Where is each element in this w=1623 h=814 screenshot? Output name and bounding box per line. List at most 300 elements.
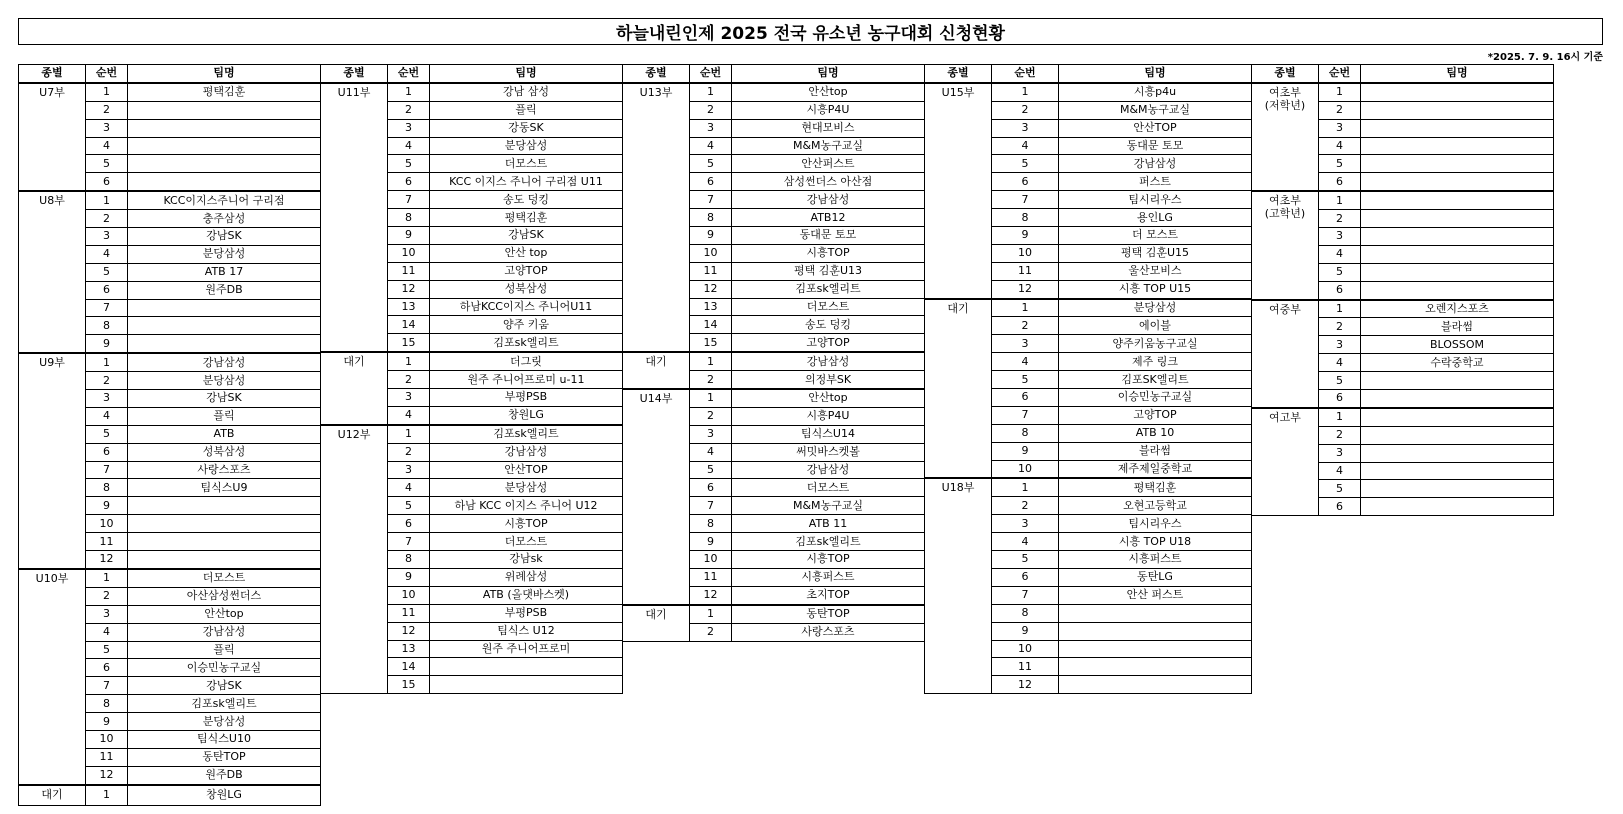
order-cell: 3 bbox=[86, 228, 128, 246]
team-cell bbox=[128, 317, 321, 335]
team-cell bbox=[1361, 462, 1554, 480]
order-cell: 4 bbox=[86, 623, 128, 641]
order-cell: 4 bbox=[388, 479, 430, 497]
team-cell: 김포sk엘리트 bbox=[430, 334, 623, 352]
team-cell: 시흥 TOP U18 bbox=[1059, 533, 1252, 551]
team-cell bbox=[1361, 101, 1554, 119]
team-cell: 강동SK bbox=[430, 119, 623, 137]
team-cell: BLOSSOM bbox=[1361, 336, 1554, 354]
team-cell: 동대문 토모 bbox=[732, 227, 925, 245]
order-cell: 1 bbox=[86, 83, 128, 101]
order-cell: 8 bbox=[86, 317, 128, 335]
order-cell: 12 bbox=[690, 280, 732, 298]
order-cell: 1 bbox=[992, 299, 1059, 317]
team-cell: M&M농구교실 bbox=[1059, 101, 1252, 119]
table-row bbox=[623, 389, 925, 407]
division-cell: U10부 bbox=[19, 569, 86, 785]
order-cell: 12 bbox=[992, 676, 1059, 694]
team-cell bbox=[430, 676, 623, 694]
order-cell: 4 bbox=[690, 443, 732, 461]
table-row bbox=[623, 352, 925, 370]
team-cell bbox=[1059, 640, 1252, 658]
team-cell: 강남삼성 bbox=[732, 191, 925, 209]
table-column-4 bbox=[924, 64, 1252, 694]
team-cell bbox=[1361, 372, 1554, 390]
team-cell: 강남SK bbox=[128, 228, 321, 246]
order-cell: 9 bbox=[86, 713, 128, 731]
order-cell: 3 bbox=[86, 605, 128, 623]
order-cell: 7 bbox=[690, 497, 732, 515]
order-cell: 15 bbox=[690, 334, 732, 352]
order-cell: 2 bbox=[86, 587, 128, 605]
order-cell: 7 bbox=[690, 191, 732, 209]
team-cell bbox=[1361, 444, 1554, 462]
order-cell: 4 bbox=[1319, 245, 1361, 263]
order-cell: 8 bbox=[86, 695, 128, 713]
division-cell: U12부 bbox=[321, 425, 388, 694]
team-cell: ATB 11 bbox=[732, 515, 925, 533]
order-cell: 8 bbox=[690, 209, 732, 227]
order-cell: 9 bbox=[86, 497, 128, 515]
team-cell: KCC 이지스 주니어 구리점 U11 bbox=[430, 173, 623, 191]
order-cell: 7 bbox=[388, 533, 430, 551]
team-cell: 팀식스U9 bbox=[128, 479, 321, 497]
team-cell: 사랑스포츠 bbox=[732, 623, 925, 641]
order-cell: 2 bbox=[690, 371, 732, 389]
order-cell: 2 bbox=[388, 101, 430, 119]
order-cell: 9 bbox=[690, 533, 732, 551]
team-cell: 안산top bbox=[732, 83, 925, 101]
team-cell: 안산 top bbox=[430, 244, 623, 262]
order-cell: 5 bbox=[1319, 480, 1361, 498]
order-cell: 9 bbox=[690, 227, 732, 245]
order-cell: 2 bbox=[1319, 101, 1361, 119]
team-header: 팀명 bbox=[732, 65, 925, 83]
team-cell: 동탄LG bbox=[1059, 568, 1252, 586]
team-cell: 강남삼성 bbox=[128, 623, 321, 641]
team-cell: 평택김훈 bbox=[128, 83, 321, 101]
order-cell: 8 bbox=[388, 209, 430, 227]
division-cell: U14부 bbox=[623, 389, 690, 605]
order-cell: 2 bbox=[690, 101, 732, 119]
order-cell: 3 bbox=[1319, 119, 1361, 137]
team-cell: 성북삼성 bbox=[128, 443, 321, 461]
order-cell: 13 bbox=[388, 298, 430, 316]
team-cell: 안산퍼스트 bbox=[732, 155, 925, 173]
team-cell: 분당삼성 bbox=[128, 713, 321, 731]
division-cell: 여중부 bbox=[1252, 300, 1319, 408]
order-cell: 1 bbox=[86, 569, 128, 587]
team-cell: ATB12 bbox=[732, 209, 925, 227]
table-header-row bbox=[623, 65, 925, 83]
team-cell: 양주키움농구교실 bbox=[1059, 335, 1252, 353]
order-cell: 4 bbox=[86, 245, 128, 263]
team-cell: 강남SK bbox=[430, 227, 623, 245]
team-cell: 분당삼성 bbox=[128, 372, 321, 390]
order-cell: 3 bbox=[690, 425, 732, 443]
order-cell: 9 bbox=[388, 568, 430, 586]
order-cell: 1 bbox=[86, 353, 128, 371]
order-cell: 3 bbox=[388, 461, 430, 479]
division-cell: U18부 bbox=[925, 478, 992, 693]
team-cell: 시흥TOP bbox=[732, 551, 925, 569]
team-cell: 안산top bbox=[732, 389, 925, 407]
order-cell: 7 bbox=[992, 406, 1059, 424]
team-cell bbox=[1361, 173, 1554, 191]
team-cell: 퍼스트 bbox=[1059, 173, 1252, 191]
order-cell: 2 bbox=[1319, 210, 1361, 228]
team-cell: 강남sk bbox=[430, 551, 623, 569]
order-cell: 2 bbox=[992, 317, 1059, 335]
team-cell bbox=[1361, 498, 1554, 516]
order-cell: 5 bbox=[1319, 372, 1361, 390]
team-cell: 블라썸 bbox=[1361, 318, 1554, 336]
team-cell: M&M농구교실 bbox=[732, 497, 925, 515]
order-cell: 1 bbox=[388, 83, 430, 101]
division-cell: U11부 bbox=[321, 83, 388, 352]
order-cell: 10 bbox=[388, 244, 430, 262]
registration-table bbox=[1251, 64, 1554, 516]
table-row bbox=[19, 785, 321, 805]
team-cell: 의정부SK bbox=[732, 371, 925, 389]
order-header: 순번 bbox=[992, 65, 1059, 83]
team-cell bbox=[128, 515, 321, 533]
team-cell bbox=[128, 173, 321, 191]
team-cell: 분당삼성 bbox=[430, 137, 623, 155]
order-cell: 6 bbox=[1319, 173, 1361, 191]
team-cell: ATB bbox=[128, 425, 321, 443]
order-cell: 2 bbox=[1319, 318, 1361, 336]
order-cell: 5 bbox=[992, 371, 1059, 389]
order-cell: 11 bbox=[992, 658, 1059, 676]
team-cell: 시흥p4u bbox=[1059, 83, 1252, 101]
team-cell: 분당삼성 bbox=[1059, 299, 1252, 317]
order-cell: 15 bbox=[388, 676, 430, 694]
division-header: 종별 bbox=[1252, 65, 1319, 83]
team-cell: ATB 17 bbox=[128, 263, 321, 281]
team-cell bbox=[1059, 676, 1252, 694]
order-cell: 14 bbox=[388, 316, 430, 334]
date-note: *2025. 7. 9. 16시 기준 bbox=[1487, 52, 1603, 63]
team-cell: 김포sk엘리트 bbox=[430, 425, 623, 443]
team-cell: 분당삼성 bbox=[128, 245, 321, 263]
division-cell: U9부 bbox=[19, 353, 86, 569]
order-cell: 13 bbox=[690, 298, 732, 316]
division-cell: 대기 bbox=[623, 352, 690, 389]
team-cell: 팀시리우스 bbox=[1059, 191, 1252, 209]
team-cell: 강남삼성 bbox=[1059, 155, 1252, 173]
team-cell bbox=[128, 533, 321, 551]
team-cell: 고양TOP bbox=[1059, 406, 1252, 424]
table-row bbox=[623, 605, 925, 623]
order-cell: 12 bbox=[992, 280, 1059, 298]
team-cell: 강남삼성 bbox=[430, 443, 623, 461]
order-cell: 2 bbox=[86, 372, 128, 390]
order-cell: 5 bbox=[86, 641, 128, 659]
order-cell: 7 bbox=[388, 191, 430, 209]
team-cell: 강남삼성 bbox=[732, 461, 925, 479]
order-cell: 10 bbox=[992, 640, 1059, 658]
order-cell: 1 bbox=[1319, 191, 1361, 209]
order-cell: 5 bbox=[690, 461, 732, 479]
order-cell: 1 bbox=[690, 605, 732, 623]
team-cell: 원주DB bbox=[128, 281, 321, 299]
team-cell: 충주삼성 bbox=[128, 210, 321, 228]
table-row bbox=[321, 352, 623, 370]
order-cell: 11 bbox=[690, 262, 732, 280]
table-column-2 bbox=[320, 64, 623, 694]
order-cell: 6 bbox=[86, 281, 128, 299]
order-cell: 13 bbox=[388, 640, 430, 658]
order-cell: 2 bbox=[690, 407, 732, 425]
team-cell: 더모스트 bbox=[430, 533, 623, 551]
order-cell: 8 bbox=[86, 479, 128, 497]
team-cell: 시흥퍼스트 bbox=[732, 568, 925, 586]
order-cell: 12 bbox=[388, 622, 430, 640]
team-cell bbox=[128, 155, 321, 173]
order-cell: 4 bbox=[992, 353, 1059, 371]
table-row bbox=[321, 83, 623, 101]
order-cell: 11 bbox=[86, 533, 128, 551]
order-cell: 3 bbox=[1319, 444, 1361, 462]
order-cell: 3 bbox=[992, 515, 1059, 533]
team-cell: 시흥P4U bbox=[732, 101, 925, 119]
team-cell bbox=[1059, 622, 1252, 640]
table-header-row bbox=[321, 65, 623, 83]
team-cell bbox=[1361, 191, 1554, 209]
order-cell: 1 bbox=[388, 352, 430, 370]
team-cell: 삼성썬더스 아산점 bbox=[732, 173, 925, 191]
registration-table bbox=[320, 64, 623, 694]
team-cell: 양주 키움 bbox=[430, 316, 623, 334]
order-cell: 4 bbox=[388, 137, 430, 155]
division-cell: U7부 bbox=[19, 83, 86, 191]
order-cell: 3 bbox=[992, 119, 1059, 137]
team-cell: 용인LG bbox=[1059, 209, 1252, 227]
order-cell: 6 bbox=[86, 659, 128, 677]
team-cell: 이승민농구교실 bbox=[1059, 389, 1252, 407]
team-cell: 플릭 bbox=[128, 641, 321, 659]
team-cell: 위례삼성 bbox=[430, 568, 623, 586]
registration-table bbox=[622, 64, 925, 642]
team-cell: 아산삼성썬더스 bbox=[128, 587, 321, 605]
order-cell: 14 bbox=[388, 658, 430, 676]
order-cell: 14 bbox=[690, 316, 732, 334]
team-cell: 김포sk엘리트 bbox=[732, 533, 925, 551]
team-cell: 더그릿 bbox=[430, 352, 623, 370]
team-cell bbox=[1059, 604, 1252, 622]
order-cell: 3 bbox=[86, 390, 128, 408]
team-cell bbox=[1059, 658, 1252, 676]
order-cell: 11 bbox=[690, 568, 732, 586]
table-row bbox=[925, 478, 1252, 496]
division-cell: U8부 bbox=[19, 191, 86, 353]
order-cell: 3 bbox=[1319, 228, 1361, 246]
registration-table bbox=[924, 64, 1252, 694]
order-cell: 8 bbox=[690, 515, 732, 533]
order-cell: 3 bbox=[992, 335, 1059, 353]
table-row bbox=[19, 569, 321, 587]
team-cell: 부평PSB bbox=[430, 604, 623, 622]
team-cell: 안산TOP bbox=[1059, 119, 1252, 137]
table-row bbox=[321, 425, 623, 443]
table-header-row bbox=[1252, 65, 1554, 83]
team-header: 팀명 bbox=[1361, 65, 1554, 83]
team-cell: 에이블 bbox=[1059, 317, 1252, 335]
order-cell: 5 bbox=[388, 155, 430, 173]
division-cell: 대기 bbox=[321, 352, 388, 425]
division-header: 종별 bbox=[623, 65, 690, 83]
table-header-row bbox=[925, 65, 1252, 83]
table-row bbox=[925, 83, 1252, 101]
order-cell: 6 bbox=[86, 443, 128, 461]
team-cell: 더모스트 bbox=[732, 298, 925, 316]
team-cell: 시흥P4U bbox=[732, 407, 925, 425]
team-cell: 블라썸 bbox=[1059, 442, 1252, 460]
order-cell: 9 bbox=[992, 622, 1059, 640]
team-cell: 동대문 토모 bbox=[1059, 137, 1252, 155]
team-cell: 시흥TOP bbox=[732, 244, 925, 262]
team-cell: 팀시리우스 bbox=[1059, 515, 1252, 533]
order-cell: 5 bbox=[690, 155, 732, 173]
table-row bbox=[19, 83, 321, 101]
order-cell: 9 bbox=[992, 227, 1059, 245]
team-cell: 창원LG bbox=[430, 406, 623, 424]
team-cell: 원주DB bbox=[128, 766, 321, 784]
team-cell: 강남SK bbox=[128, 677, 321, 695]
order-cell: 3 bbox=[388, 389, 430, 407]
order-cell: 8 bbox=[992, 209, 1059, 227]
order-cell: 12 bbox=[690, 586, 732, 604]
team-header: 팀명 bbox=[128, 65, 321, 83]
order-cell: 6 bbox=[86, 173, 128, 191]
team-cell: 이승민농구교실 bbox=[128, 659, 321, 677]
order-cell: 10 bbox=[388, 586, 430, 604]
team-cell: 오현고등학교 bbox=[1059, 497, 1252, 515]
order-cell: 4 bbox=[1319, 354, 1361, 372]
team-cell bbox=[128, 101, 321, 119]
order-cell: 6 bbox=[992, 173, 1059, 191]
division-cell: 대기 bbox=[623, 605, 690, 641]
team-cell bbox=[1361, 137, 1554, 155]
order-cell: 4 bbox=[86, 137, 128, 155]
team-cell: 창원LG bbox=[128, 785, 321, 805]
team-cell bbox=[128, 299, 321, 317]
team-cell bbox=[1361, 155, 1554, 173]
order-cell: 1 bbox=[992, 83, 1059, 101]
team-cell: 제주제일중학교 bbox=[1059, 460, 1252, 478]
order-cell: 11 bbox=[388, 604, 430, 622]
team-cell: 평택김훈 bbox=[1059, 478, 1252, 496]
team-cell: 시흥 TOP U15 bbox=[1059, 280, 1252, 298]
order-cell: 1 bbox=[1319, 83, 1361, 101]
table-column-5 bbox=[1251, 64, 1554, 516]
order-cell: 8 bbox=[388, 551, 430, 569]
order-cell: 4 bbox=[86, 407, 128, 425]
order-cell: 5 bbox=[388, 497, 430, 515]
order-cell: 1 bbox=[388, 425, 430, 443]
team-header: 팀명 bbox=[1059, 65, 1252, 83]
team-cell: 송도 덩킹 bbox=[430, 191, 623, 209]
team-cell bbox=[1361, 228, 1554, 246]
order-cell: 1 bbox=[690, 83, 732, 101]
team-cell: M&M농구교실 bbox=[732, 137, 925, 155]
team-cell: KCC이지스주니어 구리점 bbox=[128, 191, 321, 209]
team-cell: 시흥TOP bbox=[430, 515, 623, 533]
team-cell: 플릭 bbox=[430, 101, 623, 119]
table-row bbox=[1252, 191, 1554, 209]
team-cell bbox=[1361, 119, 1554, 137]
team-cell bbox=[1361, 245, 1554, 263]
team-cell: 더모스트 bbox=[128, 569, 321, 587]
order-cell: 5 bbox=[86, 425, 128, 443]
team-cell: 제주 링크 bbox=[1059, 353, 1252, 371]
order-cell: 2 bbox=[992, 497, 1059, 515]
team-cell: 수락중학교 bbox=[1361, 354, 1554, 372]
team-cell: 동탄TOP bbox=[732, 605, 925, 623]
team-cell: 팀식스U14 bbox=[732, 425, 925, 443]
table-column-1 bbox=[18, 64, 321, 806]
team-cell: 현대모비스 bbox=[732, 119, 925, 137]
team-cell: 분당삼성 bbox=[430, 479, 623, 497]
division-header: 종별 bbox=[321, 65, 388, 83]
order-cell: 10 bbox=[86, 730, 128, 748]
order-header: 순번 bbox=[690, 65, 732, 83]
team-cell: 부평PSB bbox=[430, 389, 623, 407]
division-cell: 여고부 bbox=[1252, 408, 1319, 516]
order-cell: 6 bbox=[690, 479, 732, 497]
team-cell: 동탄TOP bbox=[128, 748, 321, 766]
order-header: 순번 bbox=[388, 65, 430, 83]
team-cell: 더 모스트 bbox=[1059, 227, 1252, 245]
team-cell: 시흥퍼스트 bbox=[1059, 551, 1252, 569]
order-cell: 8 bbox=[992, 604, 1059, 622]
registration-table bbox=[18, 64, 321, 806]
order-cell: 2 bbox=[86, 101, 128, 119]
division-cell: U13부 bbox=[623, 83, 690, 352]
order-cell: 10 bbox=[86, 515, 128, 533]
order-cell: 6 bbox=[992, 568, 1059, 586]
order-cell: 10 bbox=[992, 460, 1059, 478]
table-row bbox=[1252, 300, 1554, 318]
order-cell: 1 bbox=[690, 352, 732, 370]
order-cell: 3 bbox=[86, 119, 128, 137]
order-cell: 6 bbox=[1319, 498, 1361, 516]
team-cell bbox=[128, 551, 321, 569]
team-cell: 더모스트 bbox=[430, 155, 623, 173]
team-cell bbox=[1361, 210, 1554, 228]
team-cell: 팀식스U10 bbox=[128, 730, 321, 748]
order-cell: 15 bbox=[388, 334, 430, 352]
order-cell: 2 bbox=[388, 443, 430, 461]
team-cell: 하남 KCC 이지스 주니어 U12 bbox=[430, 497, 623, 515]
order-cell: 9 bbox=[388, 227, 430, 245]
order-cell: 4 bbox=[690, 137, 732, 155]
order-cell: 8 bbox=[992, 424, 1059, 442]
team-cell bbox=[128, 497, 321, 515]
team-cell: 초지TOP bbox=[732, 586, 925, 604]
table-row bbox=[623, 83, 925, 101]
table-row bbox=[19, 353, 321, 371]
team-cell bbox=[128, 335, 321, 353]
order-cell: 5 bbox=[86, 155, 128, 173]
team-cell: 써밋바스켓볼 bbox=[732, 443, 925, 461]
table-row bbox=[1252, 408, 1554, 426]
team-cell: 울산모비스 bbox=[1059, 262, 1252, 280]
order-cell: 4 bbox=[1319, 137, 1361, 155]
team-cell: 사랑스포츠 bbox=[128, 461, 321, 479]
team-cell: 고양TOP bbox=[732, 334, 925, 352]
